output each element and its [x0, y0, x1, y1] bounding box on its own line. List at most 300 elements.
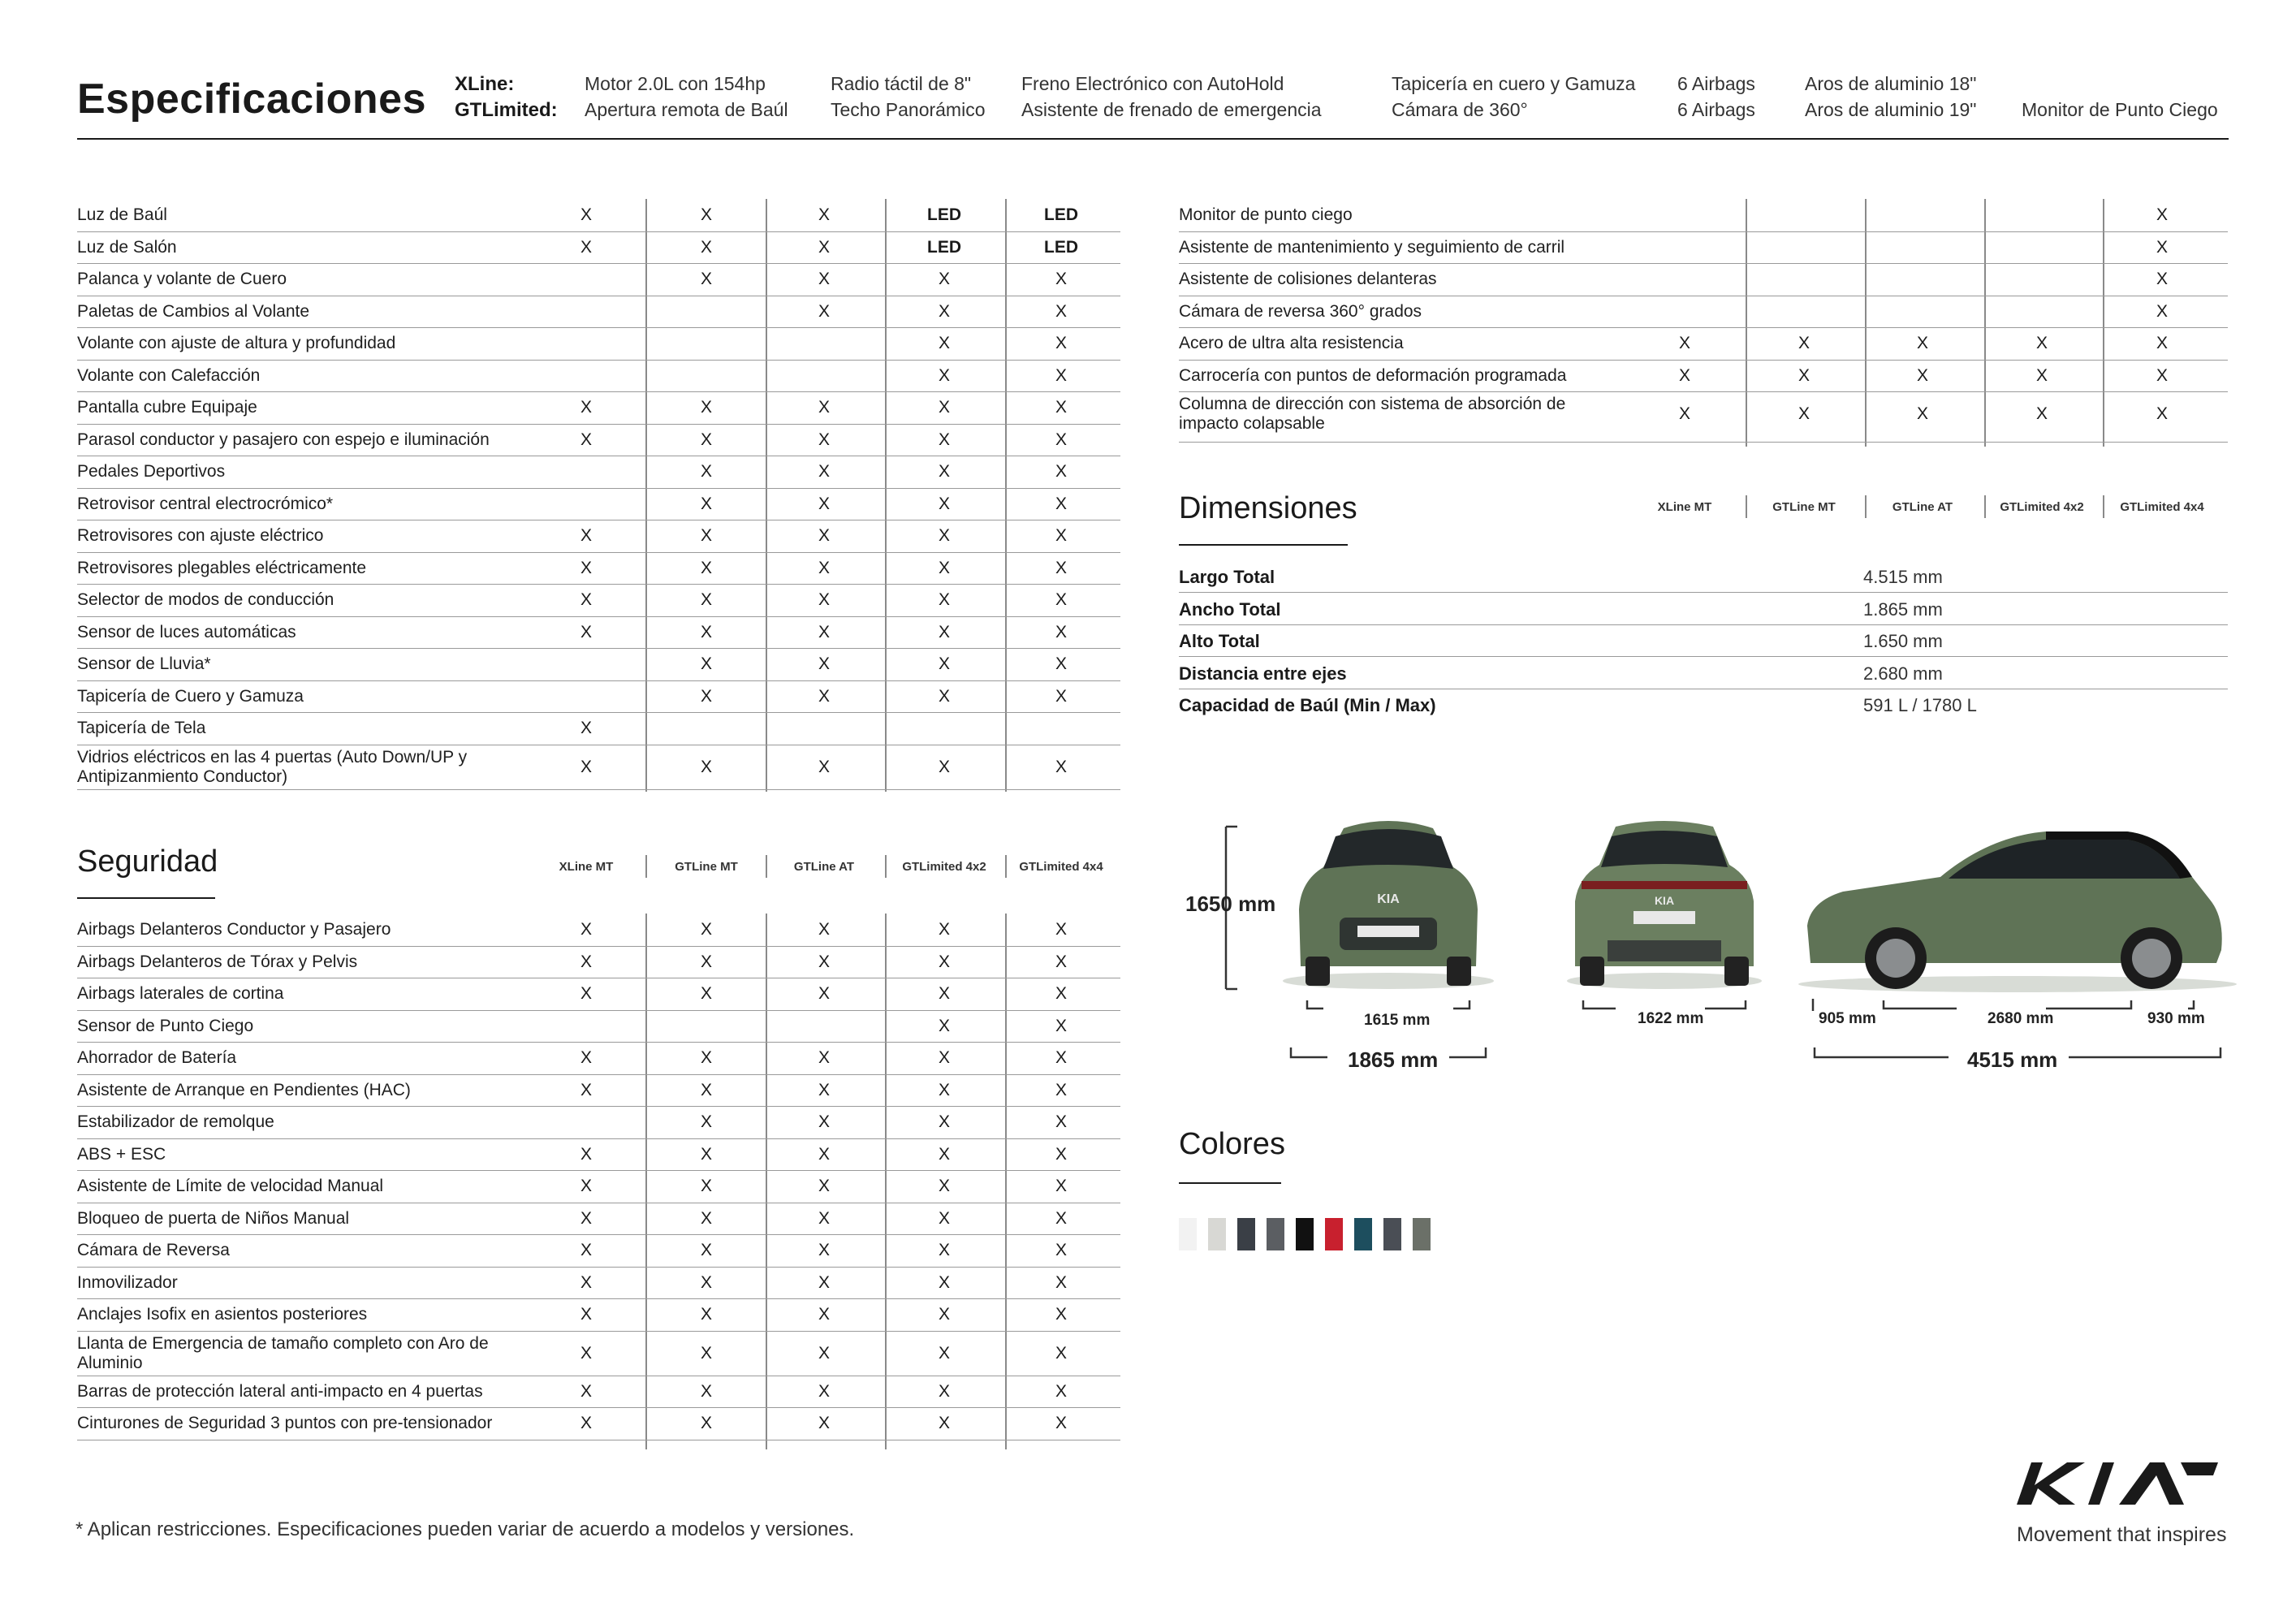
feature-availability-mark: X [700, 622, 712, 641]
feature-availability-mark: X [1055, 590, 1067, 609]
feature-availability-mark: X [700, 590, 712, 609]
feature-availability-mark: X [1055, 1343, 1067, 1363]
feature-availability-mark: X [818, 1048, 830, 1067]
table-row [77, 391, 1120, 425]
table-row [77, 327, 1120, 361]
feature-availability-mark: X [700, 494, 712, 513]
feature-availability-mark: X [1055, 1048, 1067, 1067]
table-row [77, 946, 1120, 979]
feature-availability-mark: X [938, 622, 950, 641]
car-front-view [1283, 821, 1494, 989]
feature-availability-mark: X [1055, 365, 1067, 385]
color-swatch[interactable] [1383, 1218, 1401, 1250]
trim-name-gtlimited: GTLimited: [455, 99, 558, 121]
feature-label: Cámara de reversa 360° grados [1179, 301, 1422, 321]
feature-availability-mark: X [818, 205, 830, 224]
table-row [1179, 327, 2228, 361]
table-row [77, 1074, 1120, 1108]
feature-availability-mark: X [700, 430, 712, 449]
feature-label: Monitor de punto ciego [1179, 205, 1353, 224]
feature-availability-mark: X [580, 590, 592, 609]
feature-label: Paletas de Cambios al Volante [77, 301, 310, 321]
feature-label: Cámara de Reversa [77, 1241, 230, 1259]
measure-length: 4515 mm [1967, 1047, 2058, 1072]
feature-availability-mark: X [1055, 462, 1067, 481]
table-row [1179, 296, 2228, 329]
section-underline [77, 897, 215, 899]
feature-availability-mark: X [938, 1305, 950, 1324]
feature-availability-mark: X [700, 558, 712, 577]
feature-availability-mark: LED [927, 205, 961, 224]
table-row [77, 616, 1120, 650]
measure-wheelbase: 2680 mm [1987, 1010, 2054, 1027]
table-row [77, 1042, 1120, 1075]
feature-availability-mark: X [2156, 237, 2168, 257]
feature-availability-mark: X [1798, 404, 1810, 423]
feature-availability-mark: X [700, 270, 712, 288]
table-row [77, 1267, 1120, 1300]
feature-availability-mark: X [1678, 334, 1690, 352]
color-swatch[interactable] [1237, 1218, 1255, 1250]
feature-availability-mark: X [580, 920, 592, 939]
feature-availability-mark: X [580, 1048, 592, 1067]
feature-availability-mark: X [580, 1305, 592, 1324]
feature-label: Cinturones de Seguridad 3 puntos con pre-tensionador [77, 1414, 493, 1432]
trim-feature: Aros de aluminio 19" [1805, 99, 1977, 120]
feature-availability-mark: X [818, 686, 830, 706]
dimension-value: 1.650 mm [1863, 631, 1943, 651]
feature-availability-mark: X [1055, 920, 1067, 939]
table-row [77, 1203, 1120, 1236]
feature-availability-mark: X [1055, 1144, 1067, 1164]
feature-label: Ahorrador de Batería [77, 1048, 237, 1067]
feature-availability-mark: X [818, 270, 830, 288]
feature-availability-mark: X [1055, 757, 1067, 776]
feature-availability-mark: X [700, 1208, 712, 1228]
table-row [1179, 199, 2228, 232]
feature-availability-mark: X [938, 301, 950, 321]
feature-label: Columna de dirección con sistema de absorción de impacto colapsable [1179, 395, 1566, 433]
feature-availability-mark: X [580, 237, 592, 257]
feature-availability-mark: X [1055, 398, 1067, 417]
column-header-dimensiones: GTLimited 4x4 [2120, 500, 2204, 514]
feature-availability-mark: X [1055, 1112, 1067, 1131]
feature-availability-mark: X [818, 237, 830, 257]
brand-tagline: Movement that inspires [2017, 1523, 2227, 1546]
column-header-divider [645, 855, 647, 878]
table-row [77, 1106, 1120, 1139]
feature-label: Acero de ultra alta resistencia [1179, 334, 1404, 352]
measure-front-track: 1615 mm [1364, 1012, 1431, 1029]
feature-availability-mark: X [818, 1272, 830, 1292]
feature-availability-mark: X [938, 1208, 950, 1228]
column-header-divider [1005, 855, 1007, 878]
feature-availability-mark: X [1055, 622, 1067, 641]
feature-availability-mark: X [2035, 365, 2048, 385]
feature-availability-mark: X [580, 1343, 592, 1363]
feature-label: Sensor de Punto Ciego [77, 1016, 254, 1035]
table-row [77, 978, 1120, 1011]
feature-label: Retrovisor central electrocrómico* [77, 494, 334, 513]
feature-availability-mark: X [2156, 365, 2168, 385]
feature-availability-mark: X [1055, 1241, 1067, 1259]
trim-feature: Asistente de frenado de emergencia [1021, 99, 1322, 120]
color-swatch[interactable] [1267, 1218, 1284, 1250]
dimension-row [1179, 560, 2228, 593]
feature-availability-mark: X [700, 1144, 712, 1164]
feature-label: Retrovisores plegables eléctricamente [77, 558, 367, 577]
feature-availability-mark: X [938, 1177, 950, 1195]
feature-availability-mark: X [700, 1272, 712, 1292]
feature-availability-mark: LED [1044, 237, 1078, 257]
feature-availability-mark: X [938, 1343, 950, 1363]
feature-availability-mark: X [580, 1272, 592, 1292]
vehicle-dimension-diagram [1169, 804, 2241, 1088]
feature-availability-mark: X [700, 920, 712, 939]
table-row [77, 552, 1120, 585]
feature-label: Volante con ajuste de altura y profundidad [77, 334, 396, 352]
feature-availability-mark: X [580, 205, 592, 224]
feature-availability-mark: X [818, 1144, 830, 1164]
column-header-seguridad: GTLine MT [675, 860, 738, 874]
feature-availability-mark: X [938, 1241, 950, 1259]
feature-availability-mark: X [580, 1177, 592, 1195]
feature-label: Selector de modos de conducción [77, 590, 334, 609]
feature-availability-mark: X [700, 526, 712, 545]
table-row [77, 456, 1120, 489]
feature-availability-mark: X [1055, 430, 1067, 449]
dimension-row [1179, 689, 2228, 720]
feature-label: Pedales Deportivos [77, 462, 226, 481]
table-row [77, 263, 1120, 296]
feature-availability-mark: X [818, 590, 830, 609]
trim-feature: Tapicería en cuero y Gamuza [1392, 73, 1636, 94]
table-row [77, 1298, 1120, 1332]
feature-label: Luz de Salón [77, 237, 177, 257]
trim-feature: Cámara de 360° [1392, 99, 1528, 120]
table-row [77, 1138, 1120, 1172]
trim-feature: Motor 2.0L con 154hp [585, 73, 766, 94]
feature-availability-mark: X [580, 526, 592, 545]
table-row [1179, 263, 2228, 296]
measure-rear-track: 1622 mm [1638, 1010, 1704, 1027]
table-row [1179, 391, 2228, 443]
feature-availability-mark: X [700, 398, 712, 417]
measure-rear-overhang: 930 mm [2147, 1010, 2205, 1027]
feature-availability-mark: X [580, 952, 592, 971]
svg-text:KIA: KIA [1377, 892, 1400, 906]
feature-availability-mark: X [1916, 334, 1928, 352]
feature-availability-mark: X [818, 622, 830, 641]
feature-availability-mark: X [2156, 334, 2168, 352]
feature-availability-mark: X [818, 1208, 830, 1228]
feature-label: Palanca y volante de Cuero [77, 270, 287, 288]
feature-availability-mark: X [938, 1016, 950, 1035]
car-side-view [1798, 831, 2237, 992]
feature-label: Parasol conductor y pasajero con espejo e iluminación [77, 430, 490, 449]
dimension-label: Distancia entre ejes [1179, 663, 1347, 684]
section-title-dimensiones: Dimensiones [1179, 491, 1357, 525]
feature-availability-mark: X [938, 494, 950, 513]
trim-feature: 6 Airbags [1677, 73, 1755, 94]
feature-availability-mark: X [2035, 404, 2048, 423]
table-row [77, 1376, 1120, 1409]
feature-availability-mark: X [580, 1080, 592, 1099]
feature-label: Retrovisores con ajuste eléctrico [77, 526, 324, 545]
table-row [77, 360, 1120, 393]
table-row [77, 648, 1120, 681]
table-row [77, 1407, 1120, 1440]
feature-availability-mark: X [818, 301, 830, 321]
feature-label: Sensor de luces automáticas [77, 622, 296, 641]
trim-name-xline: XLine: [455, 73, 515, 95]
table-row [77, 520, 1120, 553]
feature-availability-mark: X [818, 920, 830, 939]
feature-availability-mark: X [1055, 1381, 1067, 1401]
feature-availability-mark: X [1055, 1305, 1067, 1324]
color-swatch[interactable] [1325, 1218, 1343, 1250]
table-row [1179, 360, 2228, 393]
feature-availability-mark: X [938, 365, 950, 385]
color-swatch[interactable] [1354, 1218, 1372, 1250]
feature-availability-mark: X [1055, 526, 1067, 545]
feature-availability-mark: X [700, 462, 712, 481]
section-title-colores: Colores [1179, 1127, 1285, 1161]
feature-availability-mark: X [580, 1208, 592, 1228]
feature-availability-mark: X [1055, 686, 1067, 706]
feature-availability-mark: X [1055, 952, 1067, 971]
header-divider [77, 138, 2229, 140]
column-header-dimensiones: GTLine MT [1772, 500, 1836, 514]
column-header-divider [1746, 495, 1747, 518]
feature-availability-mark: X [700, 237, 712, 257]
trim-feature: Monitor de Punto Ciego [2022, 99, 2218, 120]
feature-label: Inmovilizador [77, 1272, 178, 1292]
kia-logo [2013, 1458, 2221, 1510]
feature-availability-mark: X [580, 1381, 592, 1401]
feature-availability-mark: X [580, 757, 592, 776]
column-header-seguridad: XLine MT [559, 860, 614, 874]
feature-availability-mark: X [1678, 404, 1690, 423]
trim-feature: Techo Panorámico [831, 99, 986, 120]
feature-availability-mark: X [938, 1414, 950, 1432]
feature-availability-mark: X [700, 952, 712, 971]
feature-label: Anclajes Isofix en asientos posteriores [77, 1305, 368, 1324]
confort-table [77, 199, 1120, 792]
feature-availability-mark: X [1055, 1208, 1067, 1228]
color-swatch[interactable] [1413, 1218, 1431, 1250]
page-title: Especificaciones [77, 76, 426, 123]
feature-label: Vidrios eléctricos en las 4 puertas (Auto Down/UP y Antipizanmiento Conductor) [77, 747, 468, 786]
feature-availability-mark: X [938, 590, 950, 609]
feature-availability-mark: X [700, 1177, 712, 1195]
feature-availability-mark: X [1055, 1016, 1067, 1035]
table-row [77, 1010, 1120, 1043]
feature-availability-mark: X [938, 686, 950, 706]
feature-availability-mark: X [1055, 558, 1067, 577]
measure-height: 1650 mm [1185, 892, 1276, 916]
table-row [1179, 231, 2228, 265]
trim-feature: 6 Airbags [1677, 99, 1755, 120]
feature-availability-mark: X [2156, 205, 2168, 224]
feature-label: Pantalla cubre Equipaje [77, 398, 257, 417]
column-header-dimensiones: GTLine AT [1892, 500, 1953, 514]
feature-availability-mark: X [938, 654, 950, 673]
trim-feature: Radio táctil de 8" [831, 73, 972, 94]
feature-label: Asistente de Arranque en Pendientes (HAC) [77, 1080, 411, 1099]
feature-availability-mark: X [938, 1112, 950, 1131]
feature-label: Carrocería con puntos de deformación programada [1179, 365, 1567, 385]
feature-availability-mark: X [580, 719, 592, 737]
feature-availability-mark: X [1055, 270, 1067, 288]
feature-label: Tapicería de Cuero y Gamuza [77, 686, 304, 706]
feature-availability-mark: X [818, 1414, 830, 1432]
feature-availability-mark: X [580, 558, 592, 577]
feature-availability-mark: X [700, 1048, 712, 1067]
feature-availability-mark: X [1055, 494, 1067, 513]
feature-availability-mark: X [818, 952, 830, 971]
table-row [77, 424, 1120, 457]
table-row [77, 584, 1120, 617]
feature-availability-mark: X [818, 1112, 830, 1131]
feature-availability-mark: X [818, 1177, 830, 1195]
dimension-row [1179, 657, 2228, 689]
dimension-row [1179, 624, 2228, 657]
feature-availability-mark: X [1055, 984, 1067, 1003]
feature-availability-mark: X [700, 686, 712, 706]
feature-availability-mark: X [1916, 365, 1928, 385]
feature-availability-mark: X [700, 1343, 712, 1363]
feature-availability-mark: X [1798, 334, 1810, 352]
feature-label: Asistente de Límite de velocidad Manual [77, 1177, 384, 1195]
dimension-value: 4.515 mm [1863, 567, 1943, 587]
table-row [77, 1331, 1120, 1376]
feature-label: Volante con Calefacción [77, 365, 261, 385]
dimension-label: Capacidad de Baúl (Min / Max) [1179, 695, 1436, 715]
feature-availability-mark: X [818, 1305, 830, 1324]
feature-availability-mark: X [938, 1144, 950, 1164]
feature-availability-mark: X [818, 1381, 830, 1401]
feature-availability-mark: LED [1044, 205, 1078, 224]
feature-availability-mark: X [938, 920, 950, 939]
trim-feature: Aros de aluminio 18" [1805, 73, 1977, 94]
feature-label: Airbags Delanteros de Tórax y Pelvis [77, 952, 358, 971]
dimension-value: 2.680 mm [1863, 663, 1943, 684]
feature-availability-mark: X [938, 1381, 950, 1401]
column-header-dimensiones: XLine MT [1657, 500, 1712, 514]
feature-availability-mark: X [580, 1241, 592, 1259]
table-row [77, 488, 1120, 521]
feature-availability-mark: X [580, 1144, 592, 1164]
feature-availability-mark: X [2156, 270, 2168, 288]
feature-availability-mark: X [1055, 334, 1067, 352]
column-header-divider [885, 855, 887, 878]
table-row [77, 914, 1120, 947]
feature-availability-mark: X [700, 757, 712, 776]
table-row [77, 296, 1120, 329]
feature-availability-mark: X [818, 654, 830, 673]
feature-availability-mark: X [700, 1080, 712, 1099]
feature-label: ABS + ESC [77, 1144, 166, 1164]
feature-availability-mark: X [2156, 301, 2168, 321]
table-row [77, 231, 1120, 265]
feature-availability-mark: X [938, 430, 950, 449]
section-underline [1179, 1182, 1281, 1184]
column-header-seguridad: GTLimited 4x2 [902, 860, 986, 874]
dimension-value: 1.865 mm [1863, 598, 1943, 620]
feature-availability-mark: X [818, 1241, 830, 1259]
feature-availability-mark: X [818, 984, 830, 1003]
asistencia-table [1179, 199, 2228, 447]
feature-availability-mark: X [818, 430, 830, 449]
column-header-dimensiones: GTLimited 4x2 [2000, 500, 2084, 514]
feature-availability-mark: X [700, 1305, 712, 1324]
feature-availability-mark: X [818, 526, 830, 545]
color-swatch[interactable] [1179, 1218, 1197, 1250]
feature-availability-mark: X [938, 757, 950, 776]
feature-availability-mark: X [818, 558, 830, 577]
table-row [77, 199, 1120, 232]
feature-availability-mark: X [938, 334, 950, 352]
feature-availability-mark: X [1055, 301, 1067, 321]
feature-label: Estabilizador de remolque [77, 1112, 274, 1131]
feature-availability-mark: X [938, 984, 950, 1003]
dimension-label: Alto Total [1179, 631, 1260, 651]
feature-availability-mark: X [700, 1241, 712, 1259]
feature-availability-mark: X [1055, 1272, 1067, 1292]
measure-width: 1865 mm [1348, 1047, 1439, 1072]
feature-label: Airbags Delanteros Conductor y Pasajero [77, 920, 391, 939]
feature-availability-mark: X [1055, 654, 1067, 673]
feature-label: Tapicería de Tela [77, 719, 206, 737]
measure-front-overhang: 905 mm [1819, 1010, 1876, 1027]
feature-availability-mark: X [1798, 365, 1810, 385]
feature-availability-mark: X [1916, 404, 1928, 423]
color-swatch[interactable] [1296, 1218, 1314, 1250]
feature-availability-mark: X [700, 1381, 712, 1401]
table-row [77, 745, 1120, 790]
feature-availability-mark: LED [927, 237, 961, 257]
feature-label: Bloqueo de puerta de Niños Manual [77, 1208, 350, 1228]
feature-availability-mark: X [1055, 1080, 1067, 1099]
dimension-row [1179, 593, 2228, 625]
feature-availability-mark: X [580, 430, 592, 449]
feature-availability-mark: X [1678, 365, 1690, 385]
feature-label: Asistente de mantenimiento y seguimiento de carril [1179, 237, 1565, 257]
feature-availability-mark: X [938, 558, 950, 577]
feature-availability-mark: X [938, 1048, 950, 1067]
feature-availability-mark: X [818, 398, 830, 417]
table-row [77, 712, 1120, 745]
feature-availability-mark: X [580, 1414, 592, 1432]
feature-availability-mark: X [700, 984, 712, 1003]
column-header-seguridad: GTLine AT [793, 860, 855, 874]
dimension-label: Ancho Total [1179, 598, 1281, 620]
dimension-label: Largo Total [1179, 567, 1275, 587]
feature-availability-mark: X [818, 1343, 830, 1363]
feature-availability-mark: X [938, 952, 950, 971]
feature-availability-mark: X [938, 1080, 950, 1099]
trim-feature: Apertura remota de Baúl [585, 99, 788, 120]
color-swatch[interactable] [1208, 1218, 1226, 1250]
section-underline [1179, 544, 1348, 546]
column-header-divider [1984, 495, 1986, 518]
feature-availability-mark: X [938, 1272, 950, 1292]
feature-label: Barras de protección lateral anti-impacto en 4 puertas [77, 1381, 483, 1401]
feature-availability-mark: X [700, 654, 712, 673]
feature-availability-mark: X [938, 526, 950, 545]
feature-availability-mark: X [818, 757, 830, 776]
